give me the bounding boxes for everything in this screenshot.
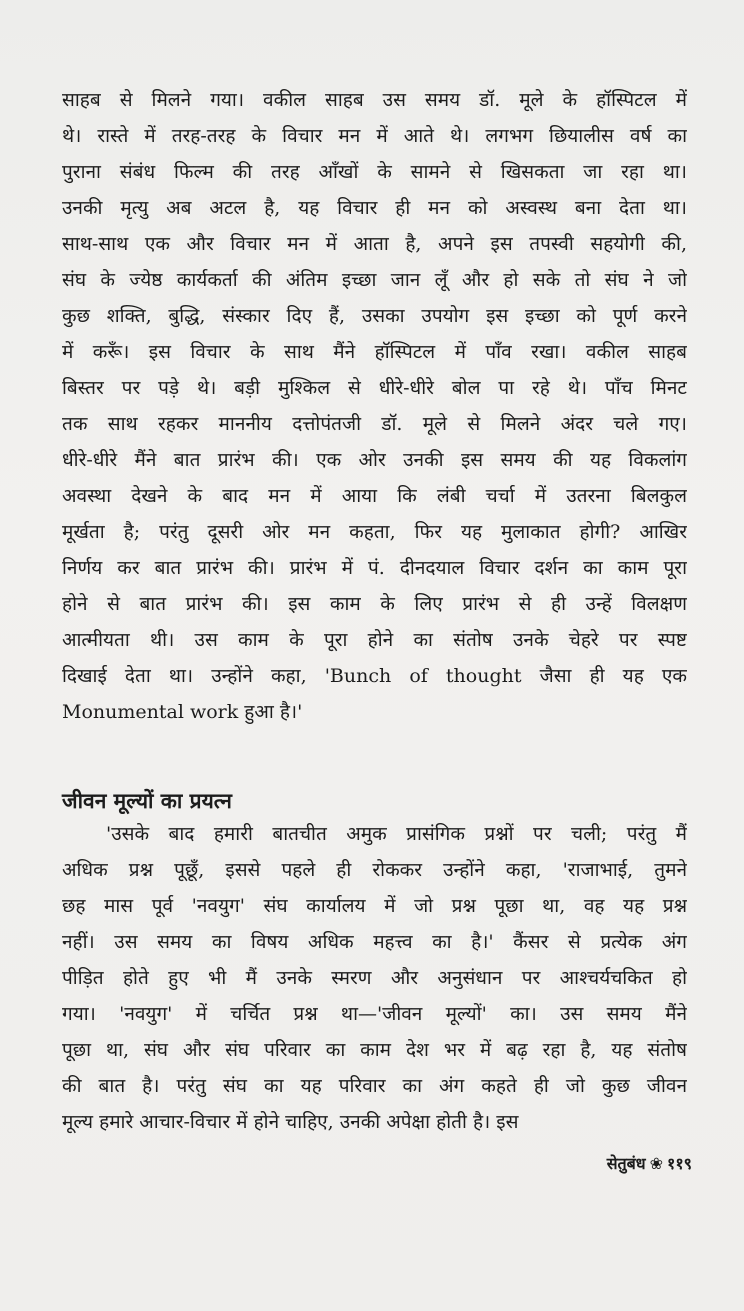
text-line: पीड़ित होते हुए भी मैं उनके स्मरण और अनुसंधान पर आश्चर्यचकित हो	[62, 967, 687, 989]
text-line: नहीं। उस समय का विषय अधिक महत्त्व का है।' कैंसर से प्रत्येक अंग	[62, 931, 687, 953]
text-line: आत्मीयता थी। उस काम के पूरा होने का संतोष उनके चेहरे पर स्पष्ट	[62, 629, 687, 651]
text-line: थे। रास्ते में तरह-तरह के विचार मन में आते थे। लगभग छियालीस वर्ष का	[62, 125, 687, 147]
text-line: संघ के ज्येष्ठ कार्यकर्ता की अंतिम इच्छा जान लूँ और हो सके तो संघ ने जो	[62, 269, 687, 291]
flower-ornament-icon: ❀	[649, 1154, 664, 1173]
paragraph-2	[62, 816, 687, 1140]
text-line: तक साथ रहकर माननीय दत्तोपंतजी डॉ. मूले से मिलने अंदर चले गए।	[62, 413, 687, 435]
text-line: छह मास पूर्व 'नवयुग' संघ कार्यालय में जो प्रश्न पूछा था, वह यह प्रश्न	[62, 895, 687, 917]
text-line: निर्णय कर बात प्रारंभ की। प्रारंभ में पं. दीनदयाल विचार दर्शन का काम पूरा	[62, 557, 687, 579]
text-line: कुछ शक्ति, बुद्धि, संस्कार दिए हैं, उसका उपयोग इस इच्छा को पूर्ण करने	[62, 305, 687, 327]
text-line: पुराना संबंध फिल्म की तरह आँखों के सामने से खिसकता जा रहा था।	[62, 161, 687, 183]
book-title: सेतुबंध	[606, 1154, 646, 1173]
text-line: साथ-साथ एक और विचार मन में आता है, अपने इस तपस्वी सहयोगी की,	[62, 233, 687, 255]
text-line: बिस्तर पर पड़े थे। बड़ी मुश्किल से धीरे-धीरे बोल पा रहे थे। पाँच मिनट	[62, 377, 687, 399]
page-number: ११९	[667, 1154, 692, 1173]
text-line: मूल्य हमारे आचार-विचार में होने चाहिए, उनकी अपेक्षा होती है। इस	[62, 1111, 519, 1133]
text-line: अधिक प्रश्न पूछूँ, इससे पहले ही रोककर उन्होंने कहा, 'राजाभाई, तुमने	[62, 859, 687, 881]
text-line: मूर्खता है; परंतु दूसरी ओर मन कहता, फिर यह मुलाकात होगी? आखिर	[62, 521, 687, 543]
text-line: दिखाई देता था। उन्होंने कहा, 'Bunch of thought जैसा ही यह एक	[62, 665, 687, 687]
text-line: गया। 'नवयुग' में चर्चित प्रश्न था—'जीवन मूल्यों' का। उस समय मैंने	[62, 1003, 687, 1025]
text-line: अवस्था देखने के बाद मन में आया कि लंबी चर्चा में उतरना बिलकुल	[62, 485, 687, 507]
text-line: Monumental work हुआ है।'	[62, 701, 303, 723]
page-footer	[607, 1152, 692, 1174]
text-line: धीरे-धीरे मैंने बात प्रारंभ की। एक ओर उनकी इस समय की यह विकलांग	[62, 449, 687, 471]
text-line: साहब से मिलने गया। वकील साहब उस समय डॉ. मूले के हॉस्पिटल में	[62, 89, 687, 111]
text-line: में करूँ। इस विचार के साथ मैंने हॉस्पिटल में पाँव रखा। वकील साहब	[62, 341, 687, 363]
text-line: की बात है। परंतु संघ का यह परिवार का अंग कहते ही जो कुछ जीवन	[62, 1075, 687, 1097]
text-line: होने से बात प्रारंभ की। इस काम के लिए प्रारंभ से ही उन्हें विलक्षण	[62, 593, 687, 615]
text-line: पूछा था, संघ और संघ परिवार का काम देश भर में बढ़ रहा है, यह संतोष	[62, 1039, 687, 1061]
text-line: उनकी मृत्यु अब अटल है, यह विचार ही मन को अस्वस्थ बना देता था।	[62, 197, 687, 219]
section-heading: जीवन मूल्यों का प्रयत्न	[62, 789, 232, 813]
text-line: 'उसके बाद हमारी बातचीत अमुक प्रासंगिक प्रश्नों पर चली; परंतु मैं	[106, 823, 687, 845]
paragraph-1	[62, 82, 687, 730]
